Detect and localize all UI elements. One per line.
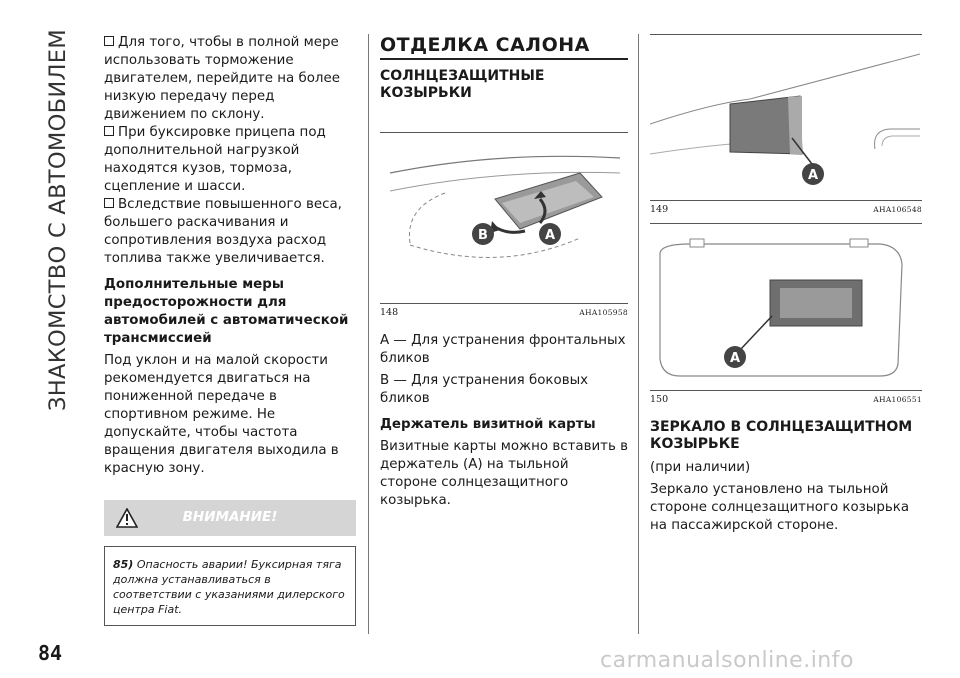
callout-a: A (807, 168, 819, 183)
bullet-item: Для того, чтобы в полной мере использовать торможение двигателем, перейдите на более низкую передачу перед движением по склону. (104, 35, 340, 122)
legend-b: B — Для устранения боковых бликов (380, 373, 589, 406)
option-note: (при наличии) (650, 460, 751, 475)
mirror-title: ЗЕРКАЛО В СОЛНЦЕЗАЩИТНОМ КОЗЫРЬКЕ (650, 419, 913, 452)
figure-150 (650, 223, 922, 391)
figure-number: 150 (650, 394, 669, 405)
figure-caption (380, 307, 628, 318)
figure-148 (380, 132, 628, 304)
card-holder-text: Визитные карты можно вставить в держатель (A) на тыльной стороне солнцезащитного козырька. (380, 439, 629, 508)
warning-header (104, 500, 356, 536)
bullet-item: Вследствие повышенного веса, большего раскачивания и сопротивления воздуха расход топлива также увеличивается. (104, 197, 342, 266)
figure-code: AHA106548 (873, 205, 922, 214)
column-right (650, 34, 922, 535)
column-left (104, 34, 356, 626)
checkbox-bullet-icon (104, 36, 114, 46)
checkbox-bullet-icon (104, 126, 114, 136)
chapter-side-title (40, 30, 76, 410)
visor-card-holder-illustration (650, 34, 922, 200)
chapter-side-title-text: ЗНАКОМСТВО С АВТОМОБИЛЕМ (45, 29, 71, 411)
warning-number: 85) (113, 558, 134, 571)
sun-visor-illustration (380, 133, 628, 303)
watermark: carmanualsonline.info (600, 648, 854, 673)
callout-b: B (478, 228, 488, 243)
warning-text: Опасность аварии! Буксирная тяга должна устанавливаться в соответствии с указаниями дилерского центра Fiat. (113, 558, 345, 616)
bullet-item: При буксировке прицепа под дополнительной нагрузкой находятся кузов, тормоза, сцепление и шасси. (104, 125, 326, 194)
figure-caption (650, 204, 922, 215)
warning-title: ВНИМАНИЕ! (182, 509, 278, 525)
figure-number: 149 (650, 204, 669, 215)
callout-a: A (729, 351, 741, 366)
body-paragraph: Под уклон и на малой скорости рекомендуется двигаться на пониженной передаче в спортивном режиме. Не допускайте, чтобы частота вращения двигателя выходила в красную зону. (104, 353, 339, 476)
figure-149 (650, 34, 922, 201)
section-title: ОТДЕЛКА САЛОНА (380, 34, 628, 60)
figure-code: AHA106551 (873, 395, 922, 404)
warning-box (104, 546, 356, 626)
mirror-text: Зеркало установлено на тыльной стороне солнцезащитного козырька на пассажирской стороне. (650, 482, 910, 533)
column-divider (638, 34, 639, 634)
section-heading: Дополнительные меры предосторожности для автомобилей с автоматической трансмиссией (104, 277, 349, 346)
subsection-title: СОЛНЦЕЗАЩИТНЫЕ КОЗЫРЬКИ (380, 68, 545, 101)
checkbox-bullet-icon (104, 198, 114, 208)
column-middle (380, 34, 628, 510)
column-divider (368, 34, 369, 634)
visor-mirror-illustration (650, 224, 922, 390)
figure-number: 148 (380, 307, 399, 318)
card-holder-heading: Держатель визитной карты (380, 417, 596, 432)
page-number: 84 (38, 641, 63, 665)
figure-caption (650, 394, 922, 405)
legend-a: A — Для устранения фронтальных бликов (380, 333, 626, 366)
callout-a: A (544, 228, 556, 243)
figure-code: AHA105958 (579, 308, 628, 317)
